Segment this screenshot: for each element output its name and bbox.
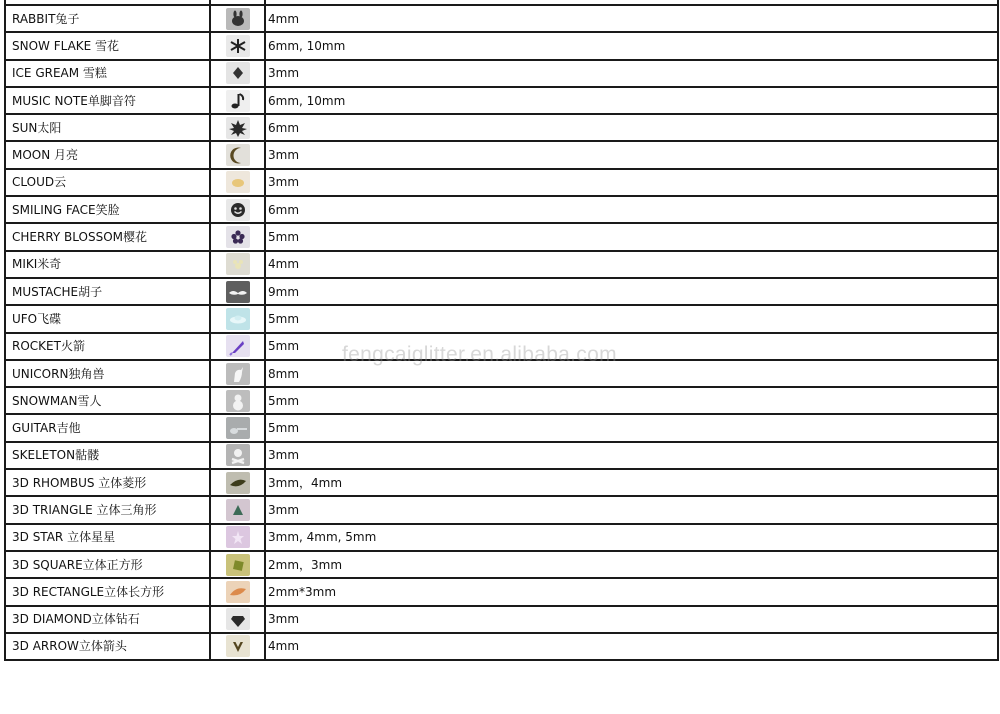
shape-name: SKELETON骷髅	[5, 442, 210, 469]
shape-name: 3D ARROW立体箭头	[5, 633, 210, 660]
glitter-shapes-table	[4, 0, 999, 661]
watermark-text: fengcaiglitter.en.alibaba.com	[342, 343, 617, 366]
table-row	[5, 633, 998, 660]
shape-thumbnail-cell	[210, 251, 265, 278]
shape-name: CHERRY BLOSSOM樱花	[5, 223, 210, 250]
shape-name: 3D RECTANGLE立体长方形	[5, 578, 210, 605]
star-icon	[226, 526, 250, 548]
shape-size: 9mm	[265, 278, 998, 305]
shape-name: SNOW FLAKE 雪花	[5, 32, 210, 59]
rectangle-icon	[226, 581, 250, 603]
shape-thumbnail-cell	[210, 442, 265, 469]
table-row	[5, 223, 998, 250]
table-row	[5, 442, 998, 469]
smiling-face-icon	[226, 199, 250, 221]
shape-thumbnail-cell	[210, 387, 265, 414]
table-row	[5, 387, 998, 414]
shape-size: 5mm	[265, 305, 998, 332]
shape-thumbnail-cell	[210, 414, 265, 441]
skeleton-icon	[226, 444, 250, 466]
unicorn-icon	[226, 363, 250, 385]
rocket-icon	[226, 335, 250, 357]
shape-name: MUSTACHE胡子	[5, 278, 210, 305]
table-row	[5, 305, 998, 332]
shape-thumbnail-cell	[210, 60, 265, 87]
guitar-icon	[226, 417, 250, 439]
shape-size: 5mm	[265, 333, 998, 360]
square-icon	[226, 554, 250, 576]
table-row	[5, 60, 998, 87]
shape-name: 3D SQUARE立体正方形	[5, 551, 210, 578]
shape-name: GUITAR吉他	[5, 414, 210, 441]
shape-name: UFO飞碟	[5, 305, 210, 332]
rhombus-icon	[226, 472, 250, 494]
shape-thumbnail-cell	[210, 223, 265, 250]
shape-size: 3mm	[265, 442, 998, 469]
shape-size: 3mm，4mm	[265, 469, 998, 496]
shape-name: SUN太阳	[5, 114, 210, 141]
table-row	[5, 251, 998, 278]
shape-name: UNICORN独角兽	[5, 360, 210, 387]
shape-thumbnail-cell	[210, 469, 265, 496]
shape-thumbnail-cell	[210, 305, 265, 332]
shape-name: RABBIT兔子	[5, 5, 210, 32]
shape-name: CLOUD云	[5, 169, 210, 196]
shape-name: ROCKET火箭	[5, 333, 210, 360]
shape-size: 6mm	[265, 196, 998, 223]
cloud-icon	[226, 171, 250, 193]
shape-thumbnail-cell	[210, 278, 265, 305]
table-row	[5, 196, 998, 223]
ufo-icon	[226, 308, 250, 330]
music-note-icon	[226, 90, 250, 112]
sun-icon	[226, 117, 250, 139]
table-row	[5, 32, 998, 59]
table-row	[5, 114, 998, 141]
shape-thumbnail-cell	[210, 141, 265, 168]
shape-name: ICE GREAM 雪糕	[5, 60, 210, 87]
snowflake-icon	[226, 35, 250, 57]
shape-thumbnail-cell	[210, 32, 265, 59]
shape-thumbnail-cell	[210, 169, 265, 196]
table-row	[5, 278, 998, 305]
shape-size: 3mm	[265, 169, 998, 196]
shape-size: 6mm, 10mm	[265, 87, 998, 114]
shape-thumbnail-cell	[210, 524, 265, 551]
shape-name: SMILING FACE笑脸	[5, 196, 210, 223]
shape-size: 5mm	[265, 223, 998, 250]
shape-size: 3mm	[265, 60, 998, 87]
shape-thumbnail-cell	[210, 333, 265, 360]
shape-size: 4mm	[265, 633, 998, 660]
shape-size: 4mm	[265, 251, 998, 278]
shape-size: 2mm*3mm	[265, 578, 998, 605]
shape-size: 3mm	[265, 496, 998, 523]
shape-size: 3mm	[265, 141, 998, 168]
shape-size: 6mm	[265, 114, 998, 141]
table-row	[5, 469, 998, 496]
shape-size: 8mm	[265, 360, 998, 387]
shape-name: 3D STAR 立体星星	[5, 524, 210, 551]
table-row	[5, 551, 998, 578]
shape-name: MOON 月亮	[5, 141, 210, 168]
shape-size: 3mm, 4mm, 5mm	[265, 524, 998, 551]
shape-thumbnail-cell	[210, 196, 265, 223]
moon-icon	[226, 144, 250, 166]
shape-name: MIKI米奇	[5, 251, 210, 278]
shape-thumbnail-cell	[210, 360, 265, 387]
table-row	[5, 87, 998, 114]
triangle-icon	[226, 499, 250, 521]
table-row	[5, 414, 998, 441]
shape-size-sheet	[4, 0, 997, 661]
shape-name: MUSIC NOTE单脚音符	[5, 87, 210, 114]
snowman-icon	[226, 390, 250, 412]
table-row	[5, 5, 998, 32]
table-row	[5, 606, 998, 633]
shape-size: 5mm	[265, 387, 998, 414]
miki-icon	[226, 253, 250, 275]
shape-thumbnail-cell	[210, 633, 265, 660]
shape-thumbnail-cell	[210, 606, 265, 633]
cherry-blossom-icon	[226, 226, 250, 248]
table-row	[5, 578, 998, 605]
diamond-icon	[226, 608, 250, 630]
table-row	[5, 496, 998, 523]
shape-name: 3D DIAMOND立体钻石	[5, 606, 210, 633]
shape-size: 3mm	[265, 606, 998, 633]
shape-thumbnail-cell	[210, 551, 265, 578]
table-row	[5, 141, 998, 168]
shape-size: 4mm	[265, 5, 998, 32]
arrow-icon	[226, 635, 250, 657]
shape-name: 3D TRIANGLE 立体三角形	[5, 496, 210, 523]
shape-size: 2mm，3mm	[265, 551, 998, 578]
shape-thumbnail-cell	[210, 5, 265, 32]
shape-size: 5mm	[265, 414, 998, 441]
table-row	[5, 169, 998, 196]
table-row	[5, 333, 998, 360]
shape-thumbnail-cell	[210, 496, 265, 523]
ice-cream-icon	[226, 62, 250, 84]
shape-thumbnail-cell	[210, 87, 265, 114]
rabbit-icon	[226, 8, 250, 30]
shape-name: 3D RHOMBUS 立体菱形	[5, 469, 210, 496]
table-row	[5, 524, 998, 551]
mustache-icon	[226, 281, 250, 303]
shape-size: 6mm, 10mm	[265, 32, 998, 59]
shape-name: SNOWMAN雪人	[5, 387, 210, 414]
shape-thumbnail-cell	[210, 578, 265, 605]
shape-thumbnail-cell	[210, 114, 265, 141]
table-row	[5, 360, 998, 387]
